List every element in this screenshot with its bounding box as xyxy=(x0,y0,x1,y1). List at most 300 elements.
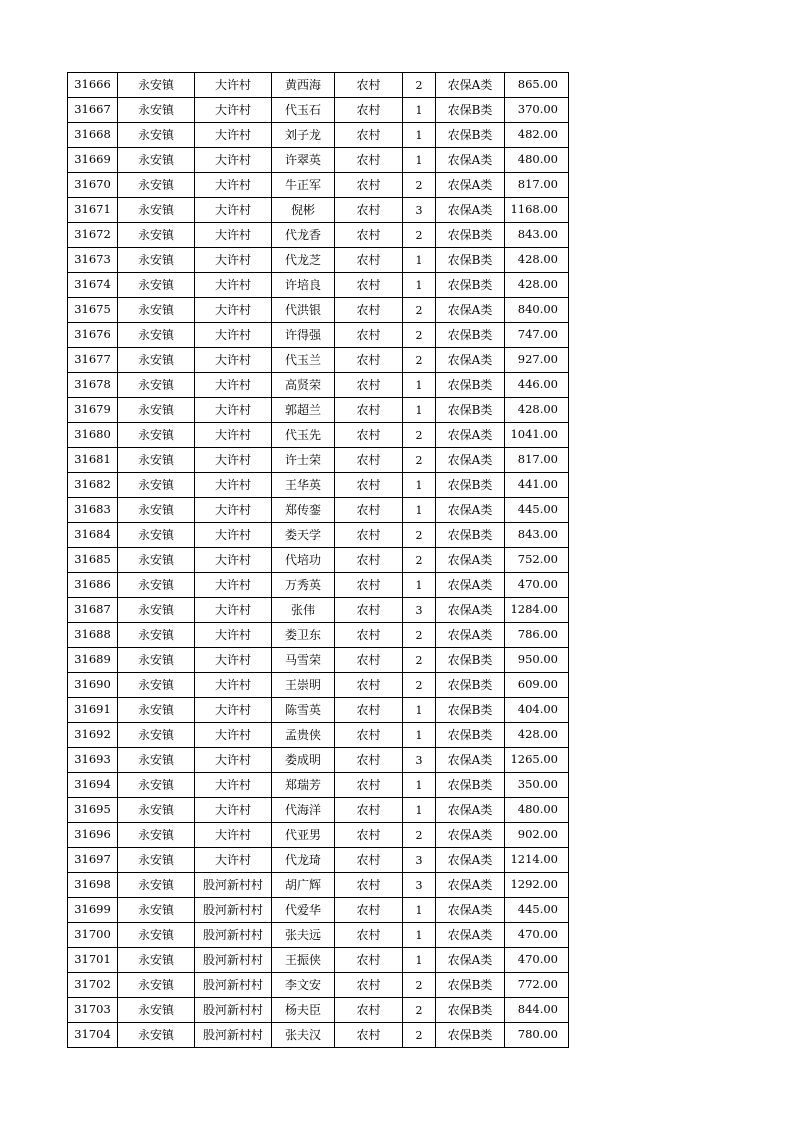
name-cell: 代培功 xyxy=(272,548,335,573)
household-count-cell: 2 xyxy=(403,173,436,198)
record-id-cell: 31700 xyxy=(68,923,118,948)
town-cell: 永安镇 xyxy=(118,598,195,623)
town-cell: 永安镇 xyxy=(118,723,195,748)
household-count-cell: 1 xyxy=(403,898,436,923)
amount-cell: 441.00 xyxy=(505,473,569,498)
village-cell: 股河新村村 xyxy=(195,1023,272,1048)
amount-cell: 480.00 xyxy=(505,798,569,823)
table-row xyxy=(68,973,569,998)
amount-cell: 1292.00 xyxy=(505,873,569,898)
record-id-cell: 31687 xyxy=(68,598,118,623)
village-cell: 大许村 xyxy=(195,73,272,98)
household-count-cell: 1 xyxy=(403,573,436,598)
name-cell: 许得强 xyxy=(272,323,335,348)
town-cell: 永安镇 xyxy=(118,798,195,823)
name-cell: 高贤荣 xyxy=(272,373,335,398)
record-id-cell: 31701 xyxy=(68,948,118,973)
record-id-cell: 31685 xyxy=(68,548,118,573)
town-cell: 永安镇 xyxy=(118,273,195,298)
household-count-cell: 1 xyxy=(403,798,436,823)
name-cell: 代玉先 xyxy=(272,423,335,448)
area-type-cell: 农村 xyxy=(335,423,403,448)
area-type-cell: 农村 xyxy=(335,1023,403,1048)
area-type-cell: 农村 xyxy=(335,323,403,348)
village-cell: 大许村 xyxy=(195,223,272,248)
record-id-cell: 31667 xyxy=(68,98,118,123)
village-cell: 大许村 xyxy=(195,598,272,623)
amount-cell: 950.00 xyxy=(505,648,569,673)
amount-cell: 772.00 xyxy=(505,973,569,998)
record-id-cell: 31686 xyxy=(68,573,118,598)
town-cell: 永安镇 xyxy=(118,948,195,973)
table-row xyxy=(68,473,569,498)
area-type-cell: 农村 xyxy=(335,573,403,598)
area-type-cell: 农村 xyxy=(335,848,403,873)
table-row xyxy=(68,773,569,798)
table-row xyxy=(68,598,569,623)
area-type-cell: 农村 xyxy=(335,148,403,173)
table-row xyxy=(68,148,569,173)
town-cell: 永安镇 xyxy=(118,348,195,373)
table-row xyxy=(68,723,569,748)
household-count-cell: 2 xyxy=(403,623,436,648)
amount-cell: 470.00 xyxy=(505,573,569,598)
table-row xyxy=(68,223,569,248)
household-count-cell: 2 xyxy=(403,648,436,673)
amount-cell: 428.00 xyxy=(505,723,569,748)
town-cell: 永安镇 xyxy=(118,323,195,348)
table-body xyxy=(68,73,569,1048)
insurance-category-cell: 农保A类 xyxy=(436,423,505,448)
table-row xyxy=(68,523,569,548)
amount-cell: 428.00 xyxy=(505,398,569,423)
town-cell: 永安镇 xyxy=(118,848,195,873)
town-cell: 永安镇 xyxy=(118,223,195,248)
record-id-cell: 31668 xyxy=(68,123,118,148)
village-cell: 大许村 xyxy=(195,198,272,223)
household-count-cell: 1 xyxy=(403,948,436,973)
name-cell: 王振侠 xyxy=(272,948,335,973)
table-row xyxy=(68,1023,569,1048)
village-cell: 大许村 xyxy=(195,548,272,573)
name-cell: 代龙香 xyxy=(272,223,335,248)
name-cell: 杨夫臣 xyxy=(272,998,335,1023)
town-cell: 永安镇 xyxy=(118,823,195,848)
name-cell: 郑传銮 xyxy=(272,498,335,523)
area-type-cell: 农村 xyxy=(335,698,403,723)
area-type-cell: 农村 xyxy=(335,973,403,998)
area-type-cell: 农村 xyxy=(335,498,403,523)
record-id-cell: 31692 xyxy=(68,723,118,748)
household-count-cell: 3 xyxy=(403,848,436,873)
area-type-cell: 农村 xyxy=(335,948,403,973)
village-cell: 大许村 xyxy=(195,348,272,373)
village-cell: 大许村 xyxy=(195,623,272,648)
household-count-cell: 1 xyxy=(403,698,436,723)
table-row xyxy=(68,573,569,598)
insurance-category-cell: 农保B类 xyxy=(436,273,505,298)
record-id-cell: 31673 xyxy=(68,248,118,273)
name-cell: 代龙芝 xyxy=(272,248,335,273)
area-type-cell: 农村 xyxy=(335,198,403,223)
record-id-cell: 31679 xyxy=(68,398,118,423)
amount-cell: 428.00 xyxy=(505,248,569,273)
name-cell: 孟贵侠 xyxy=(272,723,335,748)
table-row xyxy=(68,673,569,698)
name-cell: 许士荣 xyxy=(272,448,335,473)
name-cell: 郑瑞芳 xyxy=(272,773,335,798)
table-row xyxy=(68,198,569,223)
name-cell: 娄成明 xyxy=(272,748,335,773)
record-id-cell: 31696 xyxy=(68,823,118,848)
name-cell: 李文安 xyxy=(272,973,335,998)
insurance-category-cell: 农保A类 xyxy=(436,848,505,873)
table-row xyxy=(68,923,569,948)
town-cell: 永安镇 xyxy=(118,773,195,798)
village-cell: 股河新村村 xyxy=(195,998,272,1023)
insurance-category-cell: 农保B类 xyxy=(436,323,505,348)
insurance-category-cell: 农保A类 xyxy=(436,823,505,848)
area-type-cell: 农村 xyxy=(335,398,403,423)
amount-cell: 843.00 xyxy=(505,523,569,548)
town-cell: 永安镇 xyxy=(118,1023,195,1048)
insurance-category-cell: 农保A类 xyxy=(436,548,505,573)
insurance-category-cell: 农保B类 xyxy=(436,648,505,673)
area-type-cell: 农村 xyxy=(335,273,403,298)
village-cell: 大许村 xyxy=(195,148,272,173)
record-id-cell: 31666 xyxy=(68,73,118,98)
amount-cell: 470.00 xyxy=(505,923,569,948)
area-type-cell: 农村 xyxy=(335,798,403,823)
amount-cell: 843.00 xyxy=(505,223,569,248)
town-cell: 永安镇 xyxy=(118,248,195,273)
insurance-category-cell: 农保B类 xyxy=(436,248,505,273)
record-id-cell: 31677 xyxy=(68,348,118,373)
town-cell: 永安镇 xyxy=(118,673,195,698)
amount-cell: 1168.00 xyxy=(505,198,569,223)
village-cell: 大许村 xyxy=(195,848,272,873)
amount-cell: 445.00 xyxy=(505,498,569,523)
insurance-category-cell: 农保B类 xyxy=(436,998,505,1023)
area-type-cell: 农村 xyxy=(335,448,403,473)
town-cell: 永安镇 xyxy=(118,648,195,673)
household-count-cell: 1 xyxy=(403,98,436,123)
area-type-cell: 农村 xyxy=(335,173,403,198)
insurance-category-cell: 农保A类 xyxy=(436,73,505,98)
town-cell: 永安镇 xyxy=(118,98,195,123)
table-row xyxy=(68,823,569,848)
record-id-cell: 31695 xyxy=(68,798,118,823)
record-id-cell: 31694 xyxy=(68,773,118,798)
table-row xyxy=(68,273,569,298)
town-cell: 永安镇 xyxy=(118,148,195,173)
household-count-cell: 3 xyxy=(403,198,436,223)
insurance-category-cell: 农保A类 xyxy=(436,623,505,648)
area-type-cell: 农村 xyxy=(335,773,403,798)
record-id-cell: 31702 xyxy=(68,973,118,998)
table-row xyxy=(68,298,569,323)
table-row xyxy=(68,898,569,923)
area-type-cell: 农村 xyxy=(335,723,403,748)
amount-cell: 404.00 xyxy=(505,698,569,723)
area-type-cell: 农村 xyxy=(335,648,403,673)
insurance-category-cell: 农保B类 xyxy=(436,973,505,998)
table-row xyxy=(68,448,569,473)
amount-cell: 350.00 xyxy=(505,773,569,798)
town-cell: 永安镇 xyxy=(118,448,195,473)
village-cell: 大许村 xyxy=(195,648,272,673)
record-id-cell: 31682 xyxy=(68,473,118,498)
household-count-cell: 2 xyxy=(403,548,436,573)
record-id-cell: 31674 xyxy=(68,273,118,298)
insurance-category-cell: 农保B类 xyxy=(436,98,505,123)
village-cell: 大许村 xyxy=(195,573,272,598)
household-count-cell: 1 xyxy=(403,498,436,523)
amount-cell: 817.00 xyxy=(505,448,569,473)
area-type-cell: 农村 xyxy=(335,898,403,923)
household-count-cell: 1 xyxy=(403,248,436,273)
area-type-cell: 农村 xyxy=(335,98,403,123)
insurance-category-cell: 农保A类 xyxy=(436,298,505,323)
table-row xyxy=(68,323,569,348)
village-cell: 大许村 xyxy=(195,723,272,748)
table-row xyxy=(68,398,569,423)
village-cell: 大许村 xyxy=(195,748,272,773)
name-cell: 郭超兰 xyxy=(272,398,335,423)
village-cell: 大许村 xyxy=(195,248,272,273)
town-cell: 永安镇 xyxy=(118,73,195,98)
area-type-cell: 农村 xyxy=(335,623,403,648)
area-type-cell: 农村 xyxy=(335,673,403,698)
record-id-cell: 31688 xyxy=(68,623,118,648)
amount-cell: 817.00 xyxy=(505,173,569,198)
record-id-cell: 31690 xyxy=(68,673,118,698)
record-id-cell: 31670 xyxy=(68,173,118,198)
insurance-category-cell: 农保B类 xyxy=(436,1023,505,1048)
village-cell: 大许村 xyxy=(195,823,272,848)
town-cell: 永安镇 xyxy=(118,873,195,898)
area-type-cell: 农村 xyxy=(335,123,403,148)
record-id-cell: 31676 xyxy=(68,323,118,348)
record-id-cell: 31684 xyxy=(68,523,118,548)
amount-cell: 1041.00 xyxy=(505,423,569,448)
name-cell: 胡广辉 xyxy=(272,873,335,898)
amount-cell: 445.00 xyxy=(505,898,569,923)
name-cell: 代玉石 xyxy=(272,98,335,123)
village-cell: 大许村 xyxy=(195,698,272,723)
table-row xyxy=(68,998,569,1023)
insurance-category-cell: 农保B类 xyxy=(436,673,505,698)
insurance-category-cell: 农保A类 xyxy=(436,348,505,373)
village-cell: 股河新村村 xyxy=(195,923,272,948)
village-cell: 大许村 xyxy=(195,773,272,798)
table-row xyxy=(68,848,569,873)
amount-cell: 446.00 xyxy=(505,373,569,398)
village-cell: 大许村 xyxy=(195,673,272,698)
area-type-cell: 农村 xyxy=(335,223,403,248)
record-id-cell: 31691 xyxy=(68,698,118,723)
name-cell: 倪彬 xyxy=(272,198,335,223)
name-cell: 代龙琦 xyxy=(272,848,335,873)
table-row xyxy=(68,698,569,723)
area-type-cell: 农村 xyxy=(335,73,403,98)
record-id-cell: 31675 xyxy=(68,298,118,323)
area-type-cell: 农村 xyxy=(335,473,403,498)
amount-cell: 370.00 xyxy=(505,98,569,123)
town-cell: 永安镇 xyxy=(118,698,195,723)
household-count-cell: 2 xyxy=(403,298,436,323)
area-type-cell: 农村 xyxy=(335,548,403,573)
insurance-category-cell: 农保A类 xyxy=(436,198,505,223)
household-count-cell: 2 xyxy=(403,73,436,98)
insurance-category-cell: 农保A类 xyxy=(436,948,505,973)
record-id-cell: 31703 xyxy=(68,998,118,1023)
name-cell: 许培良 xyxy=(272,273,335,298)
insurance-category-cell: 农保A类 xyxy=(436,573,505,598)
village-cell: 大许村 xyxy=(195,498,272,523)
amount-cell: 865.00 xyxy=(505,73,569,98)
insurance-category-cell: 农保B类 xyxy=(436,123,505,148)
village-cell: 大许村 xyxy=(195,123,272,148)
amount-cell: 609.00 xyxy=(505,673,569,698)
insurance-category-cell: 农保B类 xyxy=(436,698,505,723)
insurance-category-cell: 农保A类 xyxy=(436,498,505,523)
name-cell: 刘子龙 xyxy=(272,123,335,148)
household-count-cell: 3 xyxy=(403,748,436,773)
village-cell: 大许村 xyxy=(195,423,272,448)
table-row xyxy=(68,623,569,648)
area-type-cell: 农村 xyxy=(335,248,403,273)
data-table xyxy=(67,72,569,1048)
record-id-cell: 31699 xyxy=(68,898,118,923)
village-cell: 大许村 xyxy=(195,173,272,198)
household-count-cell: 2 xyxy=(403,223,436,248)
amount-cell: 927.00 xyxy=(505,348,569,373)
town-cell: 永安镇 xyxy=(118,623,195,648)
name-cell: 牛正军 xyxy=(272,173,335,198)
record-id-cell: 31680 xyxy=(68,423,118,448)
town-cell: 永安镇 xyxy=(118,373,195,398)
name-cell: 许翠英 xyxy=(272,148,335,173)
village-cell: 大许村 xyxy=(195,98,272,123)
town-cell: 永安镇 xyxy=(118,548,195,573)
town-cell: 永安镇 xyxy=(118,898,195,923)
household-count-cell: 1 xyxy=(403,373,436,398)
household-count-cell: 2 xyxy=(403,323,436,348)
record-id-cell: 31669 xyxy=(68,148,118,173)
village-cell: 股河新村村 xyxy=(195,873,272,898)
village-cell: 大许村 xyxy=(195,798,272,823)
record-id-cell: 31689 xyxy=(68,648,118,673)
table-row xyxy=(68,798,569,823)
insurance-category-cell: 农保A类 xyxy=(436,873,505,898)
table-row xyxy=(68,748,569,773)
insurance-category-cell: 农保A类 xyxy=(436,448,505,473)
amount-cell: 1214.00 xyxy=(505,848,569,873)
village-cell: 大许村 xyxy=(195,273,272,298)
insurance-category-cell: 农保B类 xyxy=(436,398,505,423)
amount-cell: 752.00 xyxy=(505,548,569,573)
area-type-cell: 农村 xyxy=(335,348,403,373)
household-count-cell: 1 xyxy=(403,273,436,298)
household-count-cell: 3 xyxy=(403,873,436,898)
amount-cell: 780.00 xyxy=(505,1023,569,1048)
table-row xyxy=(68,948,569,973)
amount-cell: 747.00 xyxy=(505,323,569,348)
town-cell: 永安镇 xyxy=(118,498,195,523)
village-cell: 大许村 xyxy=(195,448,272,473)
household-count-cell: 2 xyxy=(403,348,436,373)
household-count-cell: 2 xyxy=(403,673,436,698)
name-cell: 张夫汉 xyxy=(272,1023,335,1048)
insurance-category-cell: 农保A类 xyxy=(436,923,505,948)
household-count-cell: 2 xyxy=(403,423,436,448)
village-cell: 大许村 xyxy=(195,298,272,323)
name-cell: 代洪银 xyxy=(272,298,335,323)
village-cell: 股河新村村 xyxy=(195,973,272,998)
town-cell: 永安镇 xyxy=(118,998,195,1023)
area-type-cell: 农村 xyxy=(335,923,403,948)
insurance-category-cell: 农保B类 xyxy=(436,723,505,748)
amount-cell: 844.00 xyxy=(505,998,569,1023)
name-cell: 代玉兰 xyxy=(272,348,335,373)
amount-cell: 1284.00 xyxy=(505,598,569,623)
amount-cell: 1265.00 xyxy=(505,748,569,773)
insurance-category-cell: 农保B类 xyxy=(436,473,505,498)
record-id-cell: 31698 xyxy=(68,873,118,898)
table-row xyxy=(68,548,569,573)
name-cell: 娄天学 xyxy=(272,523,335,548)
household-count-cell: 1 xyxy=(403,923,436,948)
table-row xyxy=(68,98,569,123)
town-cell: 永安镇 xyxy=(118,923,195,948)
area-type-cell: 农村 xyxy=(335,873,403,898)
amount-cell: 480.00 xyxy=(505,148,569,173)
record-id-cell: 31683 xyxy=(68,498,118,523)
name-cell: 马雪荣 xyxy=(272,648,335,673)
table-row xyxy=(68,423,569,448)
amount-cell: 840.00 xyxy=(505,298,569,323)
village-cell: 大许村 xyxy=(195,473,272,498)
town-cell: 永安镇 xyxy=(118,173,195,198)
record-id-cell: 31697 xyxy=(68,848,118,873)
household-count-cell: 1 xyxy=(403,148,436,173)
amount-cell: 428.00 xyxy=(505,273,569,298)
insurance-category-cell: 农保A类 xyxy=(436,798,505,823)
area-type-cell: 农村 xyxy=(335,598,403,623)
name-cell: 王华英 xyxy=(272,473,335,498)
household-count-cell: 2 xyxy=(403,448,436,473)
table-row xyxy=(68,73,569,98)
household-count-cell: 1 xyxy=(403,123,436,148)
name-cell: 陈雪英 xyxy=(272,698,335,723)
insurance-category-cell: 农保B类 xyxy=(436,223,505,248)
insurance-category-cell: 农保A类 xyxy=(436,598,505,623)
town-cell: 永安镇 xyxy=(118,198,195,223)
household-count-cell: 3 xyxy=(403,598,436,623)
town-cell: 永安镇 xyxy=(118,423,195,448)
area-type-cell: 农村 xyxy=(335,523,403,548)
name-cell: 张夫远 xyxy=(272,923,335,948)
table-row xyxy=(68,123,569,148)
table-row xyxy=(68,173,569,198)
town-cell: 永安镇 xyxy=(118,398,195,423)
amount-cell: 482.00 xyxy=(505,123,569,148)
name-cell: 代亚男 xyxy=(272,823,335,848)
name-cell: 张伟 xyxy=(272,598,335,623)
insurance-category-cell: 农保A类 xyxy=(436,748,505,773)
village-cell: 大许村 xyxy=(195,323,272,348)
